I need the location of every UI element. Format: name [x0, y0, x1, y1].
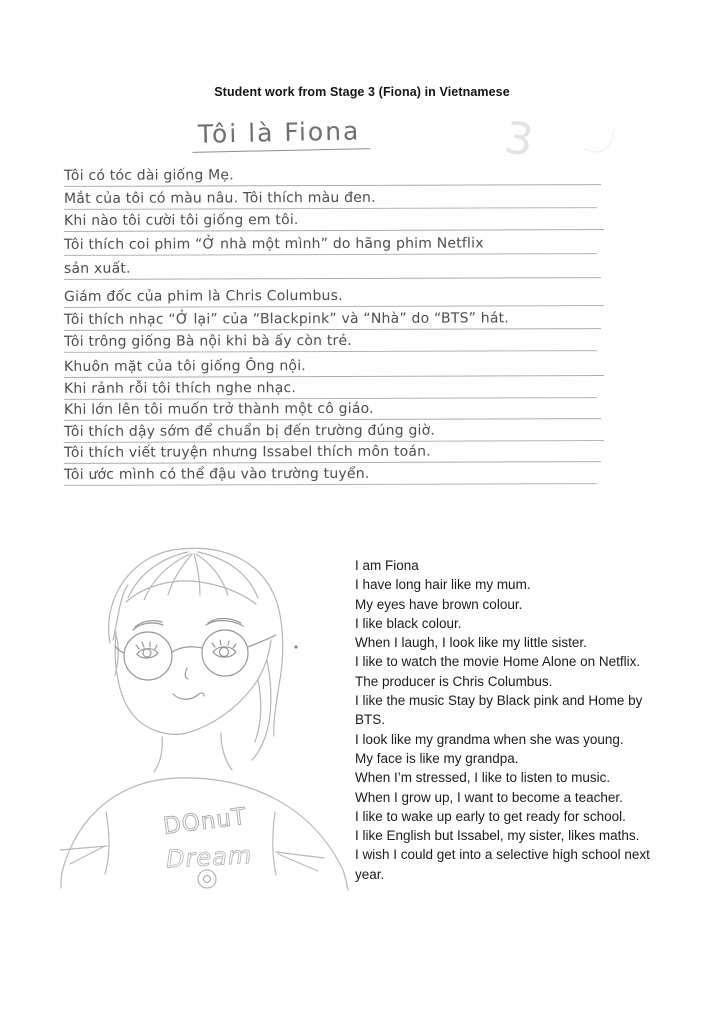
handwritten-line: Tôi trông giống Bà nội khi bà ấy còn trẻ.: [64, 329, 597, 353]
drawing-nose-mouth: [173, 668, 204, 699]
translation-line: My eyes have brown colour.: [355, 596, 523, 612]
drawing-neck: [154, 733, 232, 772]
handwritten-line: Khi rảnh rỗi tôi thích nghe nhạc.: [64, 376, 597, 400]
handwritten-line: Mắt của tôi có màu nâu. Tôi thích màu đen.: [64, 186, 597, 210]
drawing-shirt-text: [162, 804, 253, 888]
translation-line: My face is like my grandpa.: [355, 750, 519, 766]
drawing-eyes: [136, 640, 236, 658]
handwritten-line: Tôi thích dậy sớm để chuẩn bị đến trường đúng giờ.: [64, 419, 604, 443]
page-title: Student work from Stage 3 (Fiona) in Vietnamese: [214, 85, 510, 99]
translation-line: I like the music Stay by Black pink and Home by: [355, 693, 643, 709]
donut-symbol-icon: [198, 870, 216, 888]
shirt-text-dream: Dream: [165, 841, 253, 874]
handwritten-title: Tôi là Fiona: [192, 116, 371, 153]
translation-line: I wish I could get into a selective high school next: [355, 847, 650, 863]
pencil-portrait-drawing: [60, 540, 360, 900]
stray-pencil-dot: [294, 645, 297, 648]
handwritten-line: Khi nào tôi cười tôi giống em tôi.: [64, 208, 604, 232]
handwritten-title-row: [192, 116, 371, 153]
translation-line: BTS.: [355, 712, 386, 728]
translation-line: I am Fiona: [355, 558, 419, 573]
handwritten-line: Tôi có tóc dài giống Mẹ.: [64, 163, 601, 187]
translation-line: I like to wake up early to get ready for school.: [355, 808, 626, 824]
translation-line: When I grow up, I want to become a teacher.: [355, 789, 623, 805]
translation-line: I have long hair like my mum.: [355, 577, 531, 593]
handwritten-worksheet: [62, 112, 668, 510]
drawing-eyebrows: [133, 619, 243, 631]
drawing-glasses: [115, 630, 276, 680]
handwritten-line: Tôi thích nhạc “Ở lại” của “Blackpink” và “Nhà” do “BTS” hát.: [64, 307, 601, 331]
translation-line: I like English but Issabel, my sister, likes maths.: [355, 828, 640, 844]
handwritten-line: Tôi thích viết truyện nhưng Issabel thích môn toán.: [64, 440, 601, 464]
handwritten-line: Khi lớn lên tôi muốn trở thành một cô giáo.: [64, 397, 601, 421]
drawing-hair: [109, 548, 283, 760]
translation-line: year.: [355, 866, 385, 882]
english-translation: [355, 556, 690, 884]
translation-line: When I laugh, I look like my little sister.: [355, 635, 587, 651]
handwritten-line: sản xuất.: [64, 256, 601, 280]
shirt-text-donut: DOnuT: [161, 803, 249, 840]
handwritten-line: Tôi ước mình có thể đậu vào trường tuyển.: [64, 462, 597, 486]
translation-line: I like black colour.: [355, 615, 462, 631]
corner-pencil-squiggle: [582, 123, 615, 156]
translation-line: I like to watch the movie Home Alone on Netflix.: [355, 654, 641, 670]
handwritten-line: Tôi thích coi phim “Ở nhà một mình” do hãng phim Netflix: [64, 232, 597, 256]
corner-pencil-mark: 3: [501, 112, 537, 167]
handwritten-line: Khuôn mặt của tôi giống Ông nội.: [64, 354, 604, 378]
translation-line: When I’m stressed, I like to listen to music.: [355, 770, 611, 786]
translation-line: The producer is Chris Columbus.: [355, 673, 553, 689]
handwritten-line: Giám đốc của phim là Chris Columbus.: [64, 284, 604, 308]
translation-line: I look like my grandma when she was young.: [355, 731, 624, 747]
